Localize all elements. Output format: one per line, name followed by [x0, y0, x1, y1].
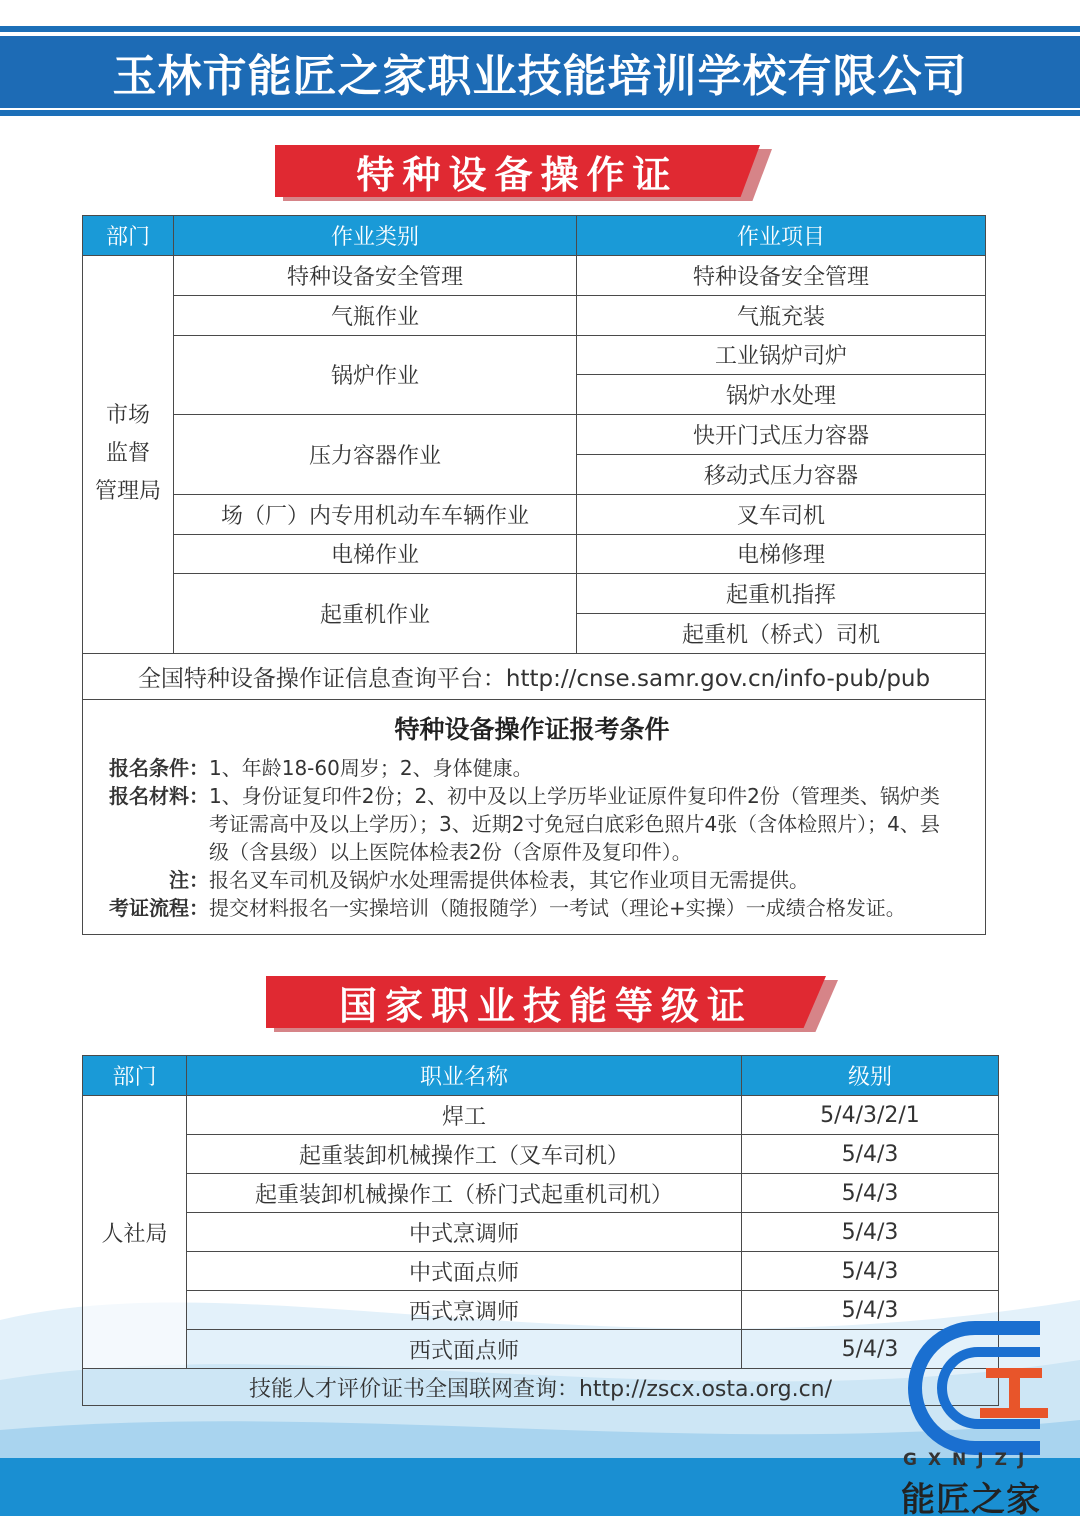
- cnse-query-link[interactable]: 全国特种设备操作证信息查询平台：http://cnse.samr.gov.cn/info-pub/pub: [83, 653, 986, 699]
- top-stripe-lower: [0, 110, 1080, 116]
- occupation-cell: 起重装卸机械操作工（桥门式起重机司机）: [187, 1174, 742, 1213]
- section1-title: 特种设备操作证: [275, 145, 760, 197]
- conditions-block: [83, 699, 986, 934]
- item-cell: 快开门式压力容器: [577, 415, 986, 455]
- occupation-cell: 中式烹调师: [187, 1213, 742, 1252]
- occupation-cell: 西式面点师: [187, 1330, 742, 1369]
- category-cell: 特种设备安全管理: [174, 256, 577, 296]
- item-cell: 起重机指挥: [577, 574, 986, 614]
- item-cell: 移动式压力容器: [577, 454, 986, 494]
- category-cell: 锅炉作业: [174, 335, 577, 415]
- item-cell: 特种设备安全管理: [577, 256, 986, 296]
- level-cell: 5/4/3: [742, 1174, 999, 1213]
- condition-line: 注： 报名叉车司机及锅炉水处理需提供体检表，其它作业项目无需提供。: [169, 867, 809, 892]
- level-cell: 5/4/3: [742, 1135, 999, 1174]
- col-department: 部门: [83, 1056, 187, 1096]
- condition-line: 报名材料： 1、身份证复印件2份；2、初中及以上学历毕业证原件复印件2份（管理类、锅炉类考证需高中及以上学历）；3、近期2寸免冠白底彩色照片4张（含体检照片）；4、县级（含县级）以上医院体检表2份（含原件及复印件）。: [109, 783, 940, 864]
- item-cell: 起重机（桥式）司机: [577, 614, 986, 654]
- item-cell: 叉车司机: [577, 494, 986, 534]
- section2-title: 国家职业技能等级证: [266, 976, 826, 1028]
- occupation-cell: 焊工: [187, 1096, 742, 1135]
- logo-name: 能匠之家: [901, 1480, 1041, 1516]
- condition-line: 报名条件： 1、年龄18-60周岁；2、身体健康。: [109, 755, 533, 780]
- col-level: 级别: [742, 1056, 999, 1096]
- condition-line: 考证流程： 提交材料报名一实操培训（随报随学）一考试（理论+实操）一成绩合格发证。: [109, 895, 906, 920]
- category-cell: 场（厂）内专用机动车车辆作业: [174, 494, 577, 534]
- osta-query-link[interactable]: 技能人才评价证书全国联网查询：http://zscx.osta.org.cn/: [83, 1369, 999, 1406]
- category-cell: 压力容器作业: [174, 415, 577, 495]
- col-occupation: 职业名称: [187, 1056, 742, 1096]
- skill-level-table: [82, 1055, 999, 1406]
- category-cell: 气瓶作业: [174, 295, 577, 335]
- occupation-cell: 西式烹调师: [187, 1291, 742, 1330]
- item-cell: 气瓶充装: [577, 295, 986, 335]
- top-stripe: [0, 26, 1080, 32]
- occupation-cell: 起重装卸机械操作工（叉车司机）: [187, 1135, 742, 1174]
- level-cell: 5/4/3: [742, 1330, 999, 1369]
- occupation-cell: 中式面点师: [187, 1252, 742, 1291]
- category-cell: 起重机作业: [174, 574, 577, 654]
- department-cell: 人社局: [83, 1096, 187, 1369]
- school-title: 玉林市能匠之家职业技能培训学校有限公司: [112, 51, 968, 102]
- level-cell: 5/4/3/2/1: [742, 1096, 999, 1135]
- special-equipment-table: [82, 215, 986, 935]
- col-category: 作业类别: [174, 216, 577, 256]
- item-cell: 工业锅炉司炉: [577, 335, 986, 375]
- level-cell: 5/4/3: [742, 1213, 999, 1252]
- category-cell: 电梯作业: [174, 534, 577, 574]
- level-cell: 5/4/3: [742, 1252, 999, 1291]
- logo-letters: GXNJZJ: [903, 1450, 1036, 1470]
- department-cell: 市场 监督 管理局: [83, 256, 174, 654]
- conditions-title: 特种设备操作证报考条件: [394, 714, 670, 744]
- level-cell: 5/4/3: [742, 1291, 999, 1330]
- item-cell: 锅炉水处理: [577, 375, 986, 415]
- item-cell: 电梯修理: [577, 534, 986, 574]
- col-department: 部门: [83, 216, 174, 256]
- header-banner: [0, 36, 1080, 108]
- col-item: 作业项目: [577, 216, 986, 256]
